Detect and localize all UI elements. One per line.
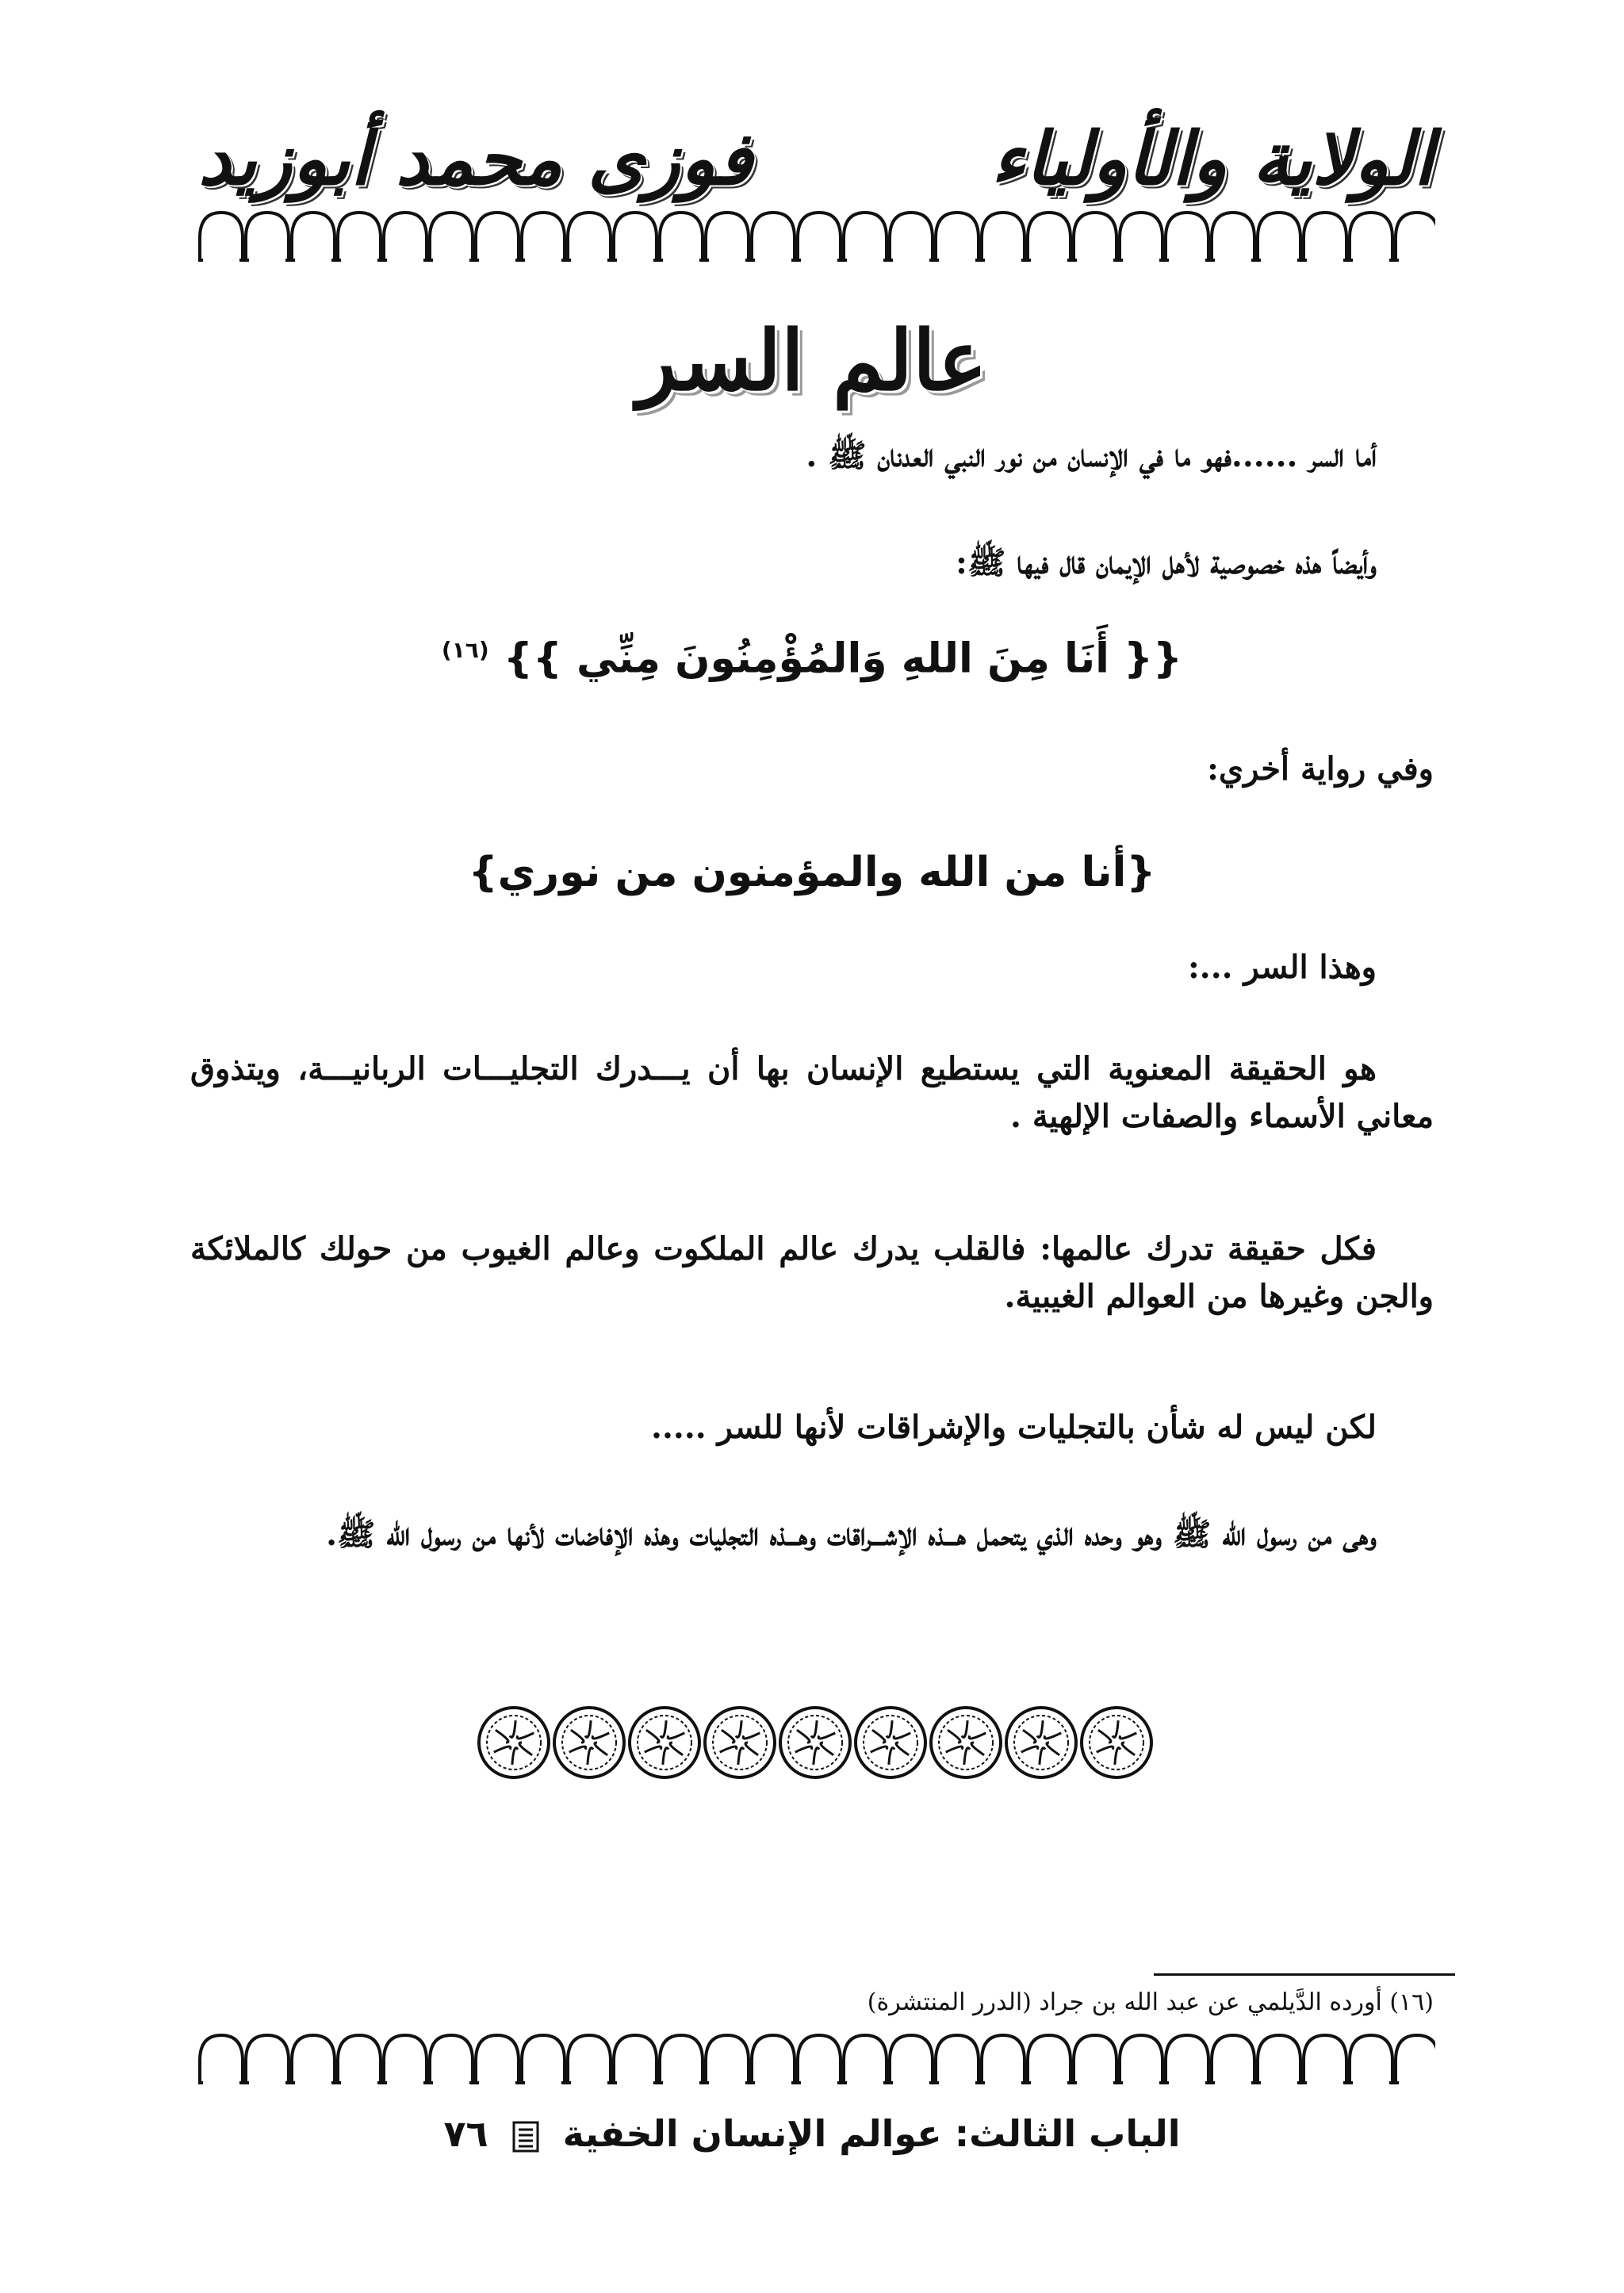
- paragraph-2: وأيضاً هذه خصوصية لأهل الإيمان قال فيها ﷺ:: [956, 544, 1377, 581]
- hadith-quote-1-text: {{ أَنَا مِنَ اللهِ وَالمُؤْمِنُونَ مِنِّي }}: [503, 635, 1183, 683]
- paragraph-3: وفي رواية أخري:: [1207, 750, 1434, 788]
- hadith-quote-2: {أنا من الله والمؤمنون من نوري}: [468, 849, 1156, 896]
- paragraph-7: لكن ليس له شأن بالتجليات والإشراقات لأنها للسر .....: [651, 1409, 1377, 1446]
- page-number: ٧٦: [443, 2112, 488, 2155]
- footnote-text: أورده الدَّيلمي عن عبد الله بن جراد (الدرر المنتشرة): [867, 1988, 1382, 2016]
- bottom-arch-border: [198, 2030, 1435, 2086]
- medallion-ornament: [479, 1708, 549, 1777]
- medallion-ornament: [780, 1708, 850, 1777]
- footnote-number: (١٦): [1389, 1988, 1434, 2016]
- paragraph-8: وهى من رسول الله ﷺ وهو وحده الذي يتحمل هـــذه الإشـــراقات وهـــذه التجليات وهذه الإفاضات لأنها من رسول الله ﷺ.: [326, 1516, 1377, 1553]
- decorative-medallion-row: [476, 1701, 1158, 1785]
- footnote-reference: (١٦): [441, 637, 489, 663]
- footnote-divider: [1154, 1973, 1455, 1976]
- section-title: عالم السر: [637, 312, 987, 409]
- paragraph-6: فكل حقيقة تدرك عالمها: فالقلب يدرك عالم الملكوت وعالم الغيوب من حولك كالملائكة والجن وغيرها من العوالم الغيبية.: [190, 1230, 1434, 1315]
- medallion-ornament: [1006, 1708, 1076, 1777]
- hadith-quote-1: [0, 619, 1624, 690]
- paragraph-5: هو الحقيقة المعنوية التي يستطيع الإنسان بها أن يـــدرك التجليـــات الربانيـــة، ويتذوق معاني الأسماء والصفات الإلهية .: [190, 1050, 1434, 1135]
- medallion-ornament: [554, 1708, 624, 1777]
- medallion-ornament: [630, 1708, 699, 1777]
- paragraph-4: وهذا السر ...:: [1188, 949, 1377, 986]
- footnote: [720, 1983, 1434, 2023]
- medallion-ornament: [1082, 1708, 1151, 1777]
- medallion-ornament: [856, 1708, 925, 1777]
- chapter-title: عوالم الإنسان الخفية: [562, 2112, 942, 2155]
- book-title: الولاية والأولياء: [990, 116, 1434, 201]
- page-footer: [0, 2102, 1624, 2165]
- paragraph-1: أما السر ......فهو ما في الإنسان من نور النبي العدنان ﷺ .: [806, 437, 1377, 474]
- book-icon: [512, 2121, 539, 2153]
- author-name: فوزى محمد أبوزيد: [198, 116, 753, 201]
- medallion-ornament: [931, 1708, 1001, 1777]
- medallion-ornament: [705, 1708, 775, 1777]
- top-arch-border: [198, 208, 1435, 263]
- chapter-label: الباب الثالث:: [954, 2112, 1181, 2155]
